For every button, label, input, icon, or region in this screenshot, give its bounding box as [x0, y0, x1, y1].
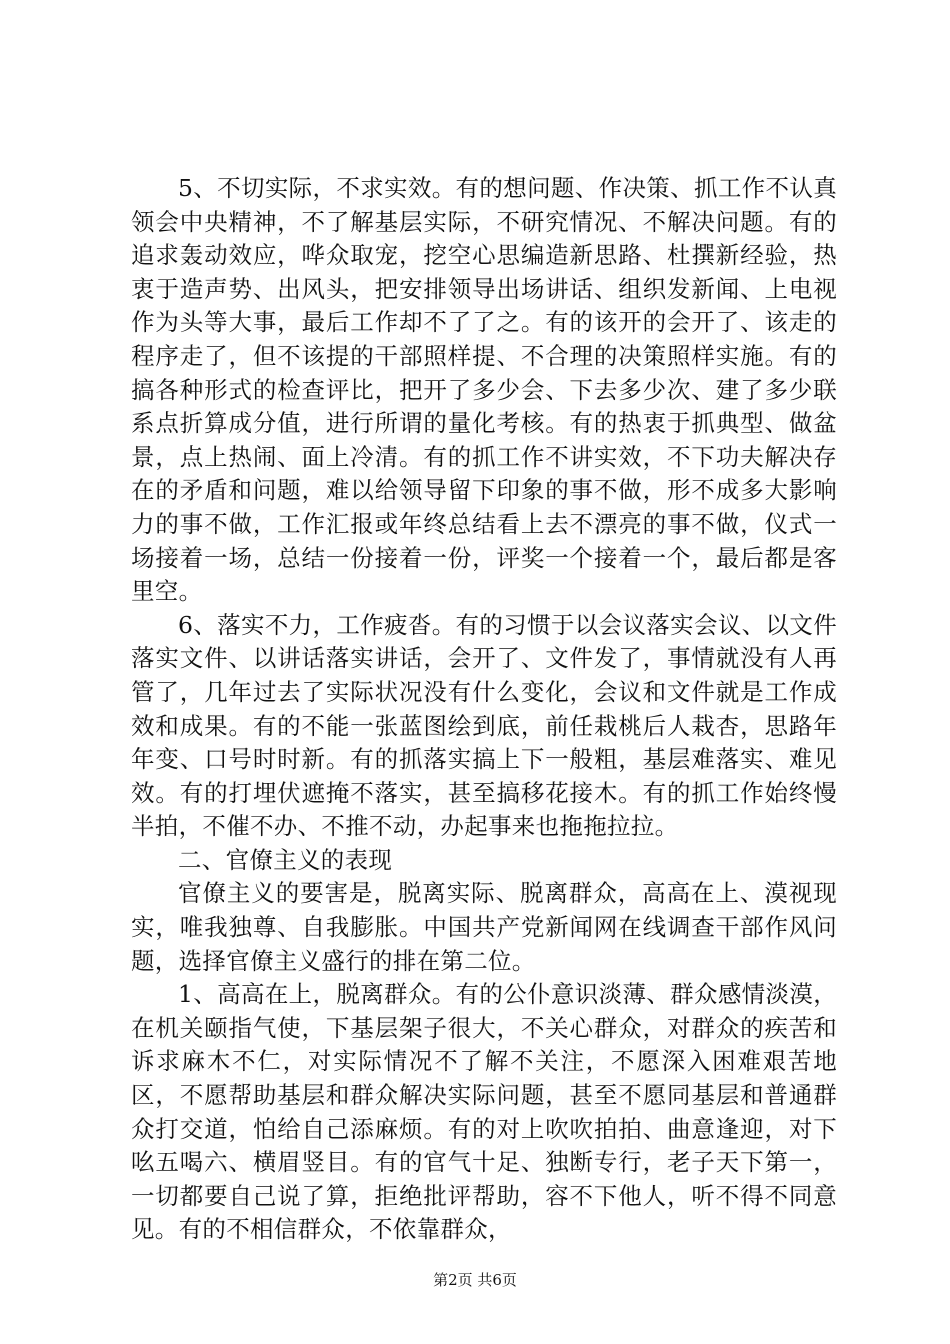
document-body — [131, 172, 837, 1247]
paragraph-point-6: 6、落实不力，工作疲沓。有的习惯于以会议落实会议、以文件落实文件、以讲话落实讲话，会开了、文件发了，事情就没有人再管了，几年过去了实际状况没有什么变化，会议和文件就是工作成效和成果。有的不能一张蓝图绘到底，前任栽桃后人栽杏，思路年年变、口号时时新。有的抓落实搞上下一般粗，基层难落实、难见效。有的打埋伏遮掩不落实，甚至搞移花接木。有的抓工作始终慢半拍，不催不办、不推不动，办起事来也拖拖拉拉。 — [131, 610, 837, 841]
paragraph-point-1: 1、高高在上，脱离群众。有的公仆意识淡薄、群众感情淡漠，在机关颐指气使，下基层架子很大，不关心群众，对群众的疾苦和诉求麻木不仁，对实际情况不了解不关注，不愿深入困难艰苦地区，不愿帮助基层和群众解决实际问题，甚至不愿同基层和普通群众打交道，怕给自己添麻烦。有的对上吹吹拍拍、曲意逢迎，对下吆五喝六、横眉竖目。有的官气十足、独断专行，老子天下第一，一切都要自己说了算，拒绝批评帮助，容不下他人，听不得不同意见。有的不相信群众，不依靠群众， — [131, 980, 837, 1244]
section-heading-bureaucratism: 二、官僚主义的表现 — [178, 845, 393, 874]
paragraph-bureaucratism-intro: 官僚主义的要害是，脱离实际、脱离群众，高高在上、漠视现实，唯我独尊、自我膨胀。中国共产党新闻网在线调查干部作风问题，选择官僚主义盛行的排在第二位。 — [131, 879, 837, 975]
paragraph-point-5: 5、不切实际，不求实效。有的想问题、作决策、抓工作不认真领会中央精神，不了解基层实际，不研究情况、不解决问题。有的追求轰动效应，哗众取宠，挖空心思编造新思路、杜撰新经验，热衷于造声势、出风头，把安排领导出场讲话、组织发新闻、上电视作为头等大事，最后工作却不了了之。有的该开的会开了、该走的程序走了，但不该提的干部照样提、不合理的决策照样实施。有的搞各种形式的检查评比，把开了多少会、下去多少次、建了多少联系点折算成分值，进行所谓的量化考核。有的热衷于抓典型、做盆景，点上热闹、面上冷清。有的抓工作不讲实效，不下功夫解决存在的矛盾和问题，难以给领导留下印象的事不做，形不成多大影响力的事不做，工作汇报或年终总结看上去不漂亮的事不做，仪式一场接着一场，总结一份接着一份，评奖一个接着一个，最后都是客里空。 — [131, 174, 837, 606]
page-number-footer: 第2页 共6页 — [433, 1271, 517, 1289]
